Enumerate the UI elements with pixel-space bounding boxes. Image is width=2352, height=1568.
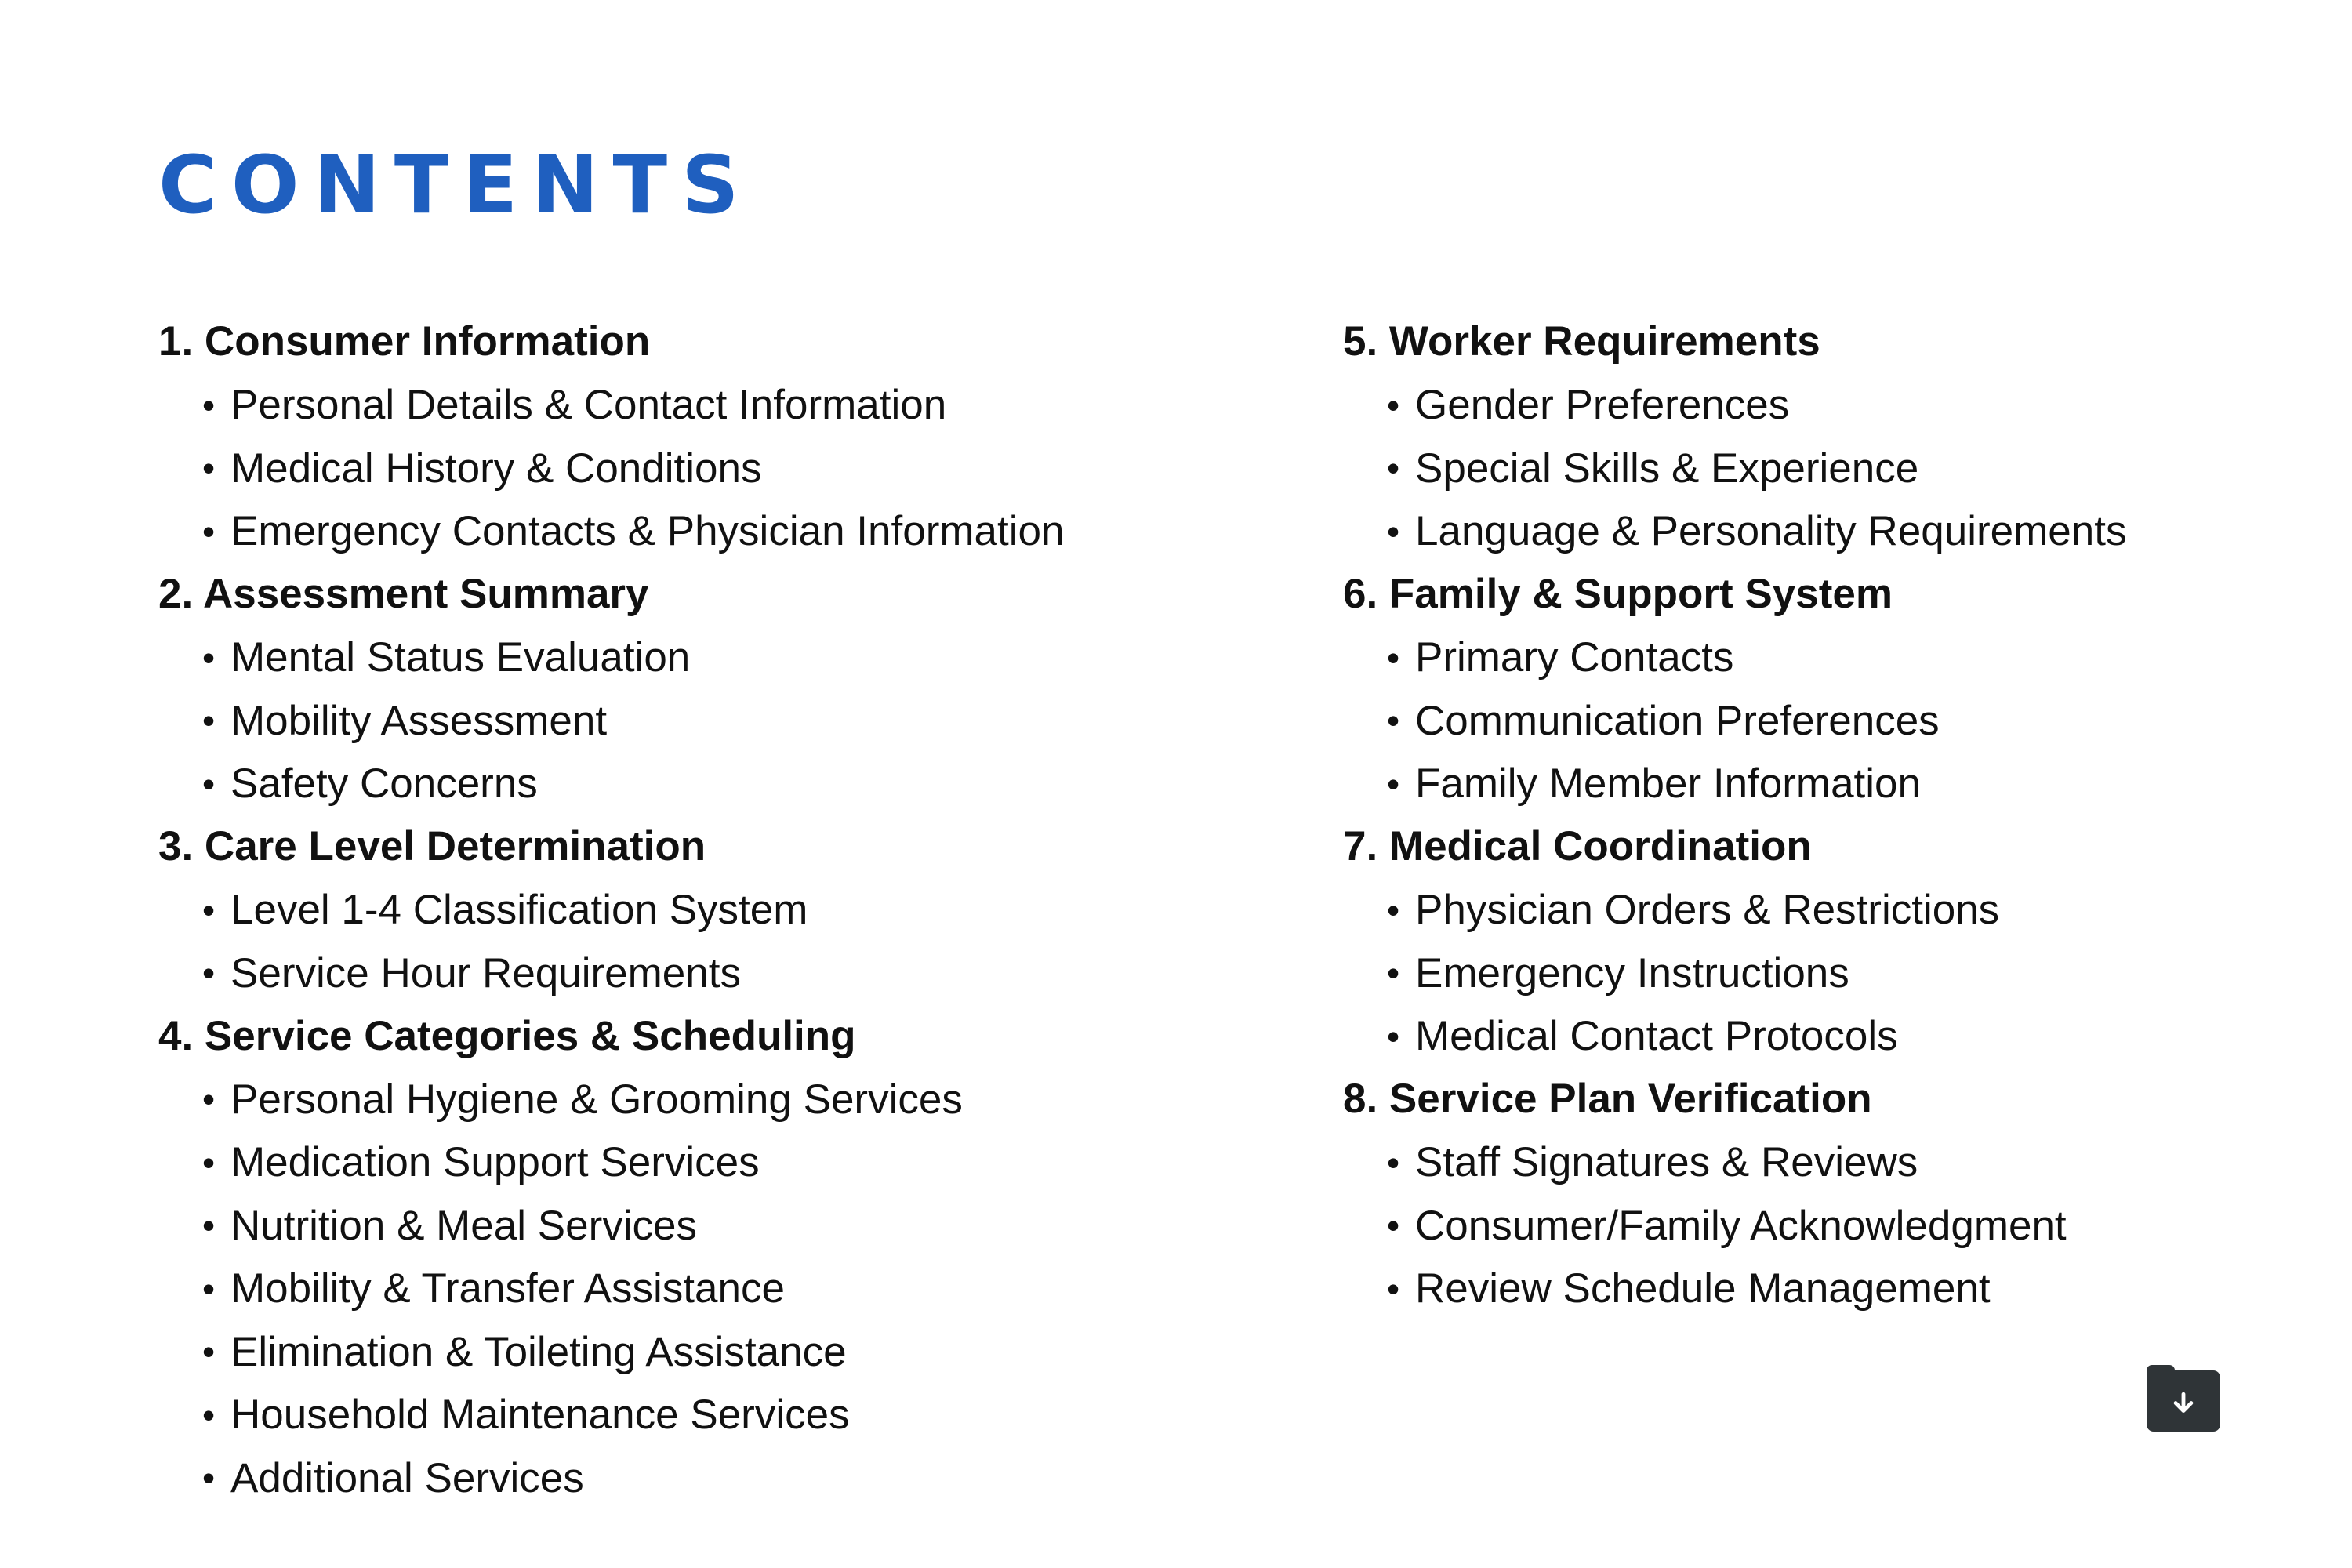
bullet: • — [1387, 637, 1400, 678]
list-item-label: Mental Status Evaluation — [230, 634, 691, 681]
bullet: • — [202, 448, 216, 489]
list-item-label: Emergency Instructions — [1415, 949, 1849, 996]
bullet: • — [202, 700, 216, 742]
list-item — [1343, 374, 2126, 437]
bullet: • — [1387, 510, 1400, 552]
toc-section — [158, 815, 1064, 1005]
list-item-label: Review Schedule Management — [1415, 1265, 1991, 1312]
sub-list — [1343, 879, 2126, 1069]
section-heading: 2. Assessment Summary — [158, 571, 649, 617]
list-item — [158, 1131, 1064, 1195]
bullet: • — [1387, 889, 1400, 931]
section-heading: 5. Worker Requirements — [1343, 318, 1820, 365]
list-item — [1343, 1194, 2126, 1258]
list-item-label: Staff Signatures & Reviews — [1415, 1139, 1918, 1186]
list-item — [158, 626, 1064, 690]
sub-list — [1343, 1131, 2126, 1321]
list-item-label: Physician Orders & Restrictions — [1415, 887, 2000, 934]
list-item — [158, 1068, 1064, 1131]
section-heading: 1. Consumer Information — [158, 318, 651, 365]
list-item-label: Gender Preferences — [1415, 382, 1790, 429]
list-item — [158, 689, 1064, 753]
bullet: • — [1387, 700, 1400, 742]
list-item-label: Household Maintenance Services — [230, 1392, 850, 1439]
list-item-label: Medical Contact Protocols — [1415, 1013, 1898, 1060]
bullet: • — [1387, 953, 1400, 994]
toc-section — [1343, 815, 2126, 1068]
list-item-label: Additional Services — [230, 1454, 584, 1501]
folder-download-icon — [2170, 1391, 2197, 1417]
list-item — [158, 753, 1064, 816]
bullet: • — [202, 1331, 216, 1373]
list-item-label: Special Skills & Experience — [1415, 445, 1919, 492]
list-item — [158, 942, 1064, 1005]
toc-section — [1343, 310, 2126, 563]
bullet: • — [202, 1268, 216, 1309]
list-item-label: Primary Contacts — [1415, 634, 1734, 681]
bullet: • — [202, 953, 216, 994]
list-item-label: Medication Support Services — [230, 1139, 760, 1186]
list-item-label: Personal Hygiene & Grooming Services — [230, 1076, 963, 1123]
toc-column-left — [158, 310, 1064, 1510]
bullet: • — [202, 1205, 216, 1247]
bullet: • — [202, 637, 216, 678]
sub-list — [158, 626, 1064, 816]
bullet: • — [1387, 1142, 1400, 1183]
list-item — [158, 437, 1064, 500]
sub-list — [1343, 374, 2126, 564]
list-item — [158, 1320, 1064, 1384]
list-item — [1343, 626, 2126, 690]
bullet: • — [202, 1457, 216, 1499]
section-heading: 7. Medical Coordination — [1343, 823, 1812, 869]
toc-section — [158, 563, 1064, 815]
list-item — [1343, 753, 2126, 816]
sub-list — [158, 374, 1064, 564]
list-item-label: Elimination & Toileting Assistance — [230, 1328, 847, 1375]
list-item-label: Consumer/Family Acknowledgment — [1415, 1202, 2067, 1249]
toc-section — [158, 310, 1064, 563]
bullet: • — [202, 384, 216, 426]
toc-section — [1343, 1068, 2126, 1320]
list-item — [1343, 1258, 2126, 1321]
bullet: • — [202, 1142, 216, 1183]
toc-section — [158, 1005, 1064, 1510]
bullet: • — [202, 889, 216, 931]
list-item — [158, 1194, 1064, 1258]
section-heading: 3. Care Level Determination — [158, 823, 706, 869]
bullet: • — [1387, 448, 1400, 489]
list-item — [1343, 1005, 2126, 1069]
section-heading: 4. Service Categories & Scheduling — [158, 1012, 856, 1059]
bullet: • — [1387, 763, 1400, 804]
list-item-label: Language & Personality Requirements — [1415, 508, 2127, 555]
list-item-label: Service Hour Requirements — [230, 949, 741, 996]
list-item — [158, 879, 1064, 942]
bullet: • — [1387, 1268, 1400, 1309]
bullet: • — [1387, 1015, 1400, 1057]
page-title: CONTENTS — [158, 139, 753, 232]
bullet: • — [202, 763, 216, 804]
bullet: • — [202, 1394, 216, 1436]
list-item-label: Mobility Assessment — [230, 697, 608, 744]
list-item — [1343, 689, 2126, 753]
list-item-label: Emergency Contacts & Physician Information — [230, 508, 1065, 555]
list-item-label: Nutrition & Meal Services — [230, 1202, 697, 1249]
list-item — [158, 1258, 1064, 1321]
list-item — [158, 1446, 1064, 1510]
list-item-label: Mobility & Transfer Assistance — [230, 1265, 785, 1312]
bullet: • — [1387, 384, 1400, 426]
download-folder-button[interactable] — [2147, 1370, 2220, 1432]
list-item — [1343, 500, 2126, 564]
list-item — [1343, 879, 2126, 942]
bullet: • — [1387, 1205, 1400, 1247]
toc-column-right — [1343, 310, 2126, 1320]
section-heading: 6. Family & Support System — [1343, 571, 1893, 617]
list-item-label: Level 1-4 Classification System — [230, 887, 808, 934]
list-item — [1343, 437, 2126, 500]
list-item — [158, 374, 1064, 437]
toc-section — [1343, 563, 2126, 815]
list-item — [158, 500, 1064, 564]
list-item — [1343, 1131, 2126, 1195]
sub-list — [158, 1068, 1064, 1510]
sub-list — [1343, 626, 2126, 816]
list-item — [158, 1384, 1064, 1447]
section-heading: 8. Service Plan Verification — [1343, 1076, 1872, 1122]
bullet: • — [202, 510, 216, 552]
list-item-label: Medical History & Conditions — [230, 445, 762, 492]
sub-list — [158, 879, 1064, 1005]
list-item-label: Communication Preferences — [1415, 697, 1940, 744]
list-item-label: Safety Concerns — [230, 760, 538, 808]
list-item-label: Personal Details & Contact Information — [230, 382, 947, 429]
bullet: • — [202, 1079, 216, 1120]
list-item-label: Family Member Information — [1415, 760, 1922, 808]
list-item — [1343, 942, 2126, 1005]
